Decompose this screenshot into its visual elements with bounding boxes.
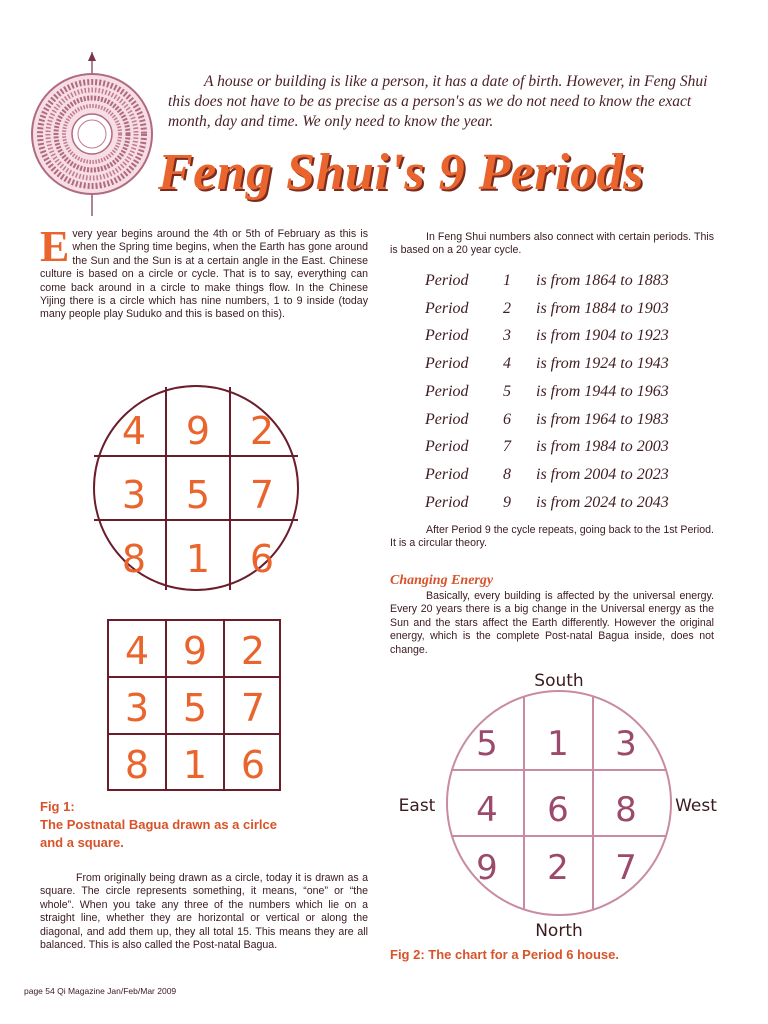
period-number: 4 — [503, 355, 511, 373]
period6-grid-digit: 9 — [476, 848, 498, 888]
period-label: Period — [425, 382, 469, 400]
period-range: is from 1984 to 2003 — [536, 438, 669, 456]
paragraph-after-periods: After Period 9 the cycle repeats, going back to the 1st Period. It is a circular theory. — [390, 524, 714, 550]
page-footer: page 54 Qi Magazine Jan/Feb/Mar 2009 — [24, 986, 177, 996]
period-range: is from 1924 to 1943 — [536, 355, 669, 373]
period-range: is from 1904 to 1923 — [536, 327, 669, 345]
period-label: Period — [425, 272, 469, 289]
period-range: is from 1964 to 1983 — [536, 410, 669, 428]
period-range: is from 2024 to 2043 — [536, 493, 669, 511]
square-grid-digit: 3 — [124, 686, 150, 730]
fig1-title: Fig 1: — [40, 799, 75, 814]
bagua-circle-chart — [88, 384, 316, 596]
circle-grid-digit: 3 — [121, 473, 147, 517]
period-label: Period — [425, 493, 469, 511]
period-number: 9 — [503, 493, 511, 511]
direction-north: North — [535, 921, 583, 941]
period-number: 7 — [503, 438, 511, 456]
square-grid-digit: 2 — [240, 629, 266, 673]
period6-grid-digit: 3 — [615, 724, 637, 764]
paragraph-bottom: From originally being drawn as a circle, today it is drawn as a square. The circle represents something, it means, “one” or “the whole”. When you take any three of the numbers which lie on a straight line, whether they are horizontal or vertical or along the diagonal, and add them up, they all total 15. This means they are all balanced. This is also called the Post-natal Bagua. — [40, 872, 368, 952]
intro-text: A house or building is like a person, it has a date of birth. However, in Feng Shui this does not have to be as precise as a person's as we do not need to know the exact month, day and time. We only need to know the year. — [168, 73, 708, 130]
period-label: Period — [425, 438, 469, 456]
square-grid-digit: 9 — [182, 629, 208, 673]
square-grid-digit: 1 — [182, 743, 208, 787]
period6-chart — [388, 666, 728, 948]
direction-west: West — [675, 796, 717, 816]
period6-grid-digit: 1 — [547, 724, 569, 764]
period-label: Period — [425, 410, 469, 428]
square-grid-digit: 6 — [240, 743, 266, 787]
periods-intro: In Feng Shui numbers also connect with certain periods. This is based on a 20 year cycle. — [390, 231, 714, 257]
period-number: 6 — [503, 410, 511, 428]
circle-grid-digit: 1 — [185, 537, 211, 581]
period-label: Period — [425, 299, 469, 317]
square-grid-digit: 7 — [240, 686, 266, 730]
period-label: Period — [425, 355, 469, 373]
circle-grid-digit: 8 — [121, 537, 147, 581]
changing-energy-heading: Changing Energy — [390, 573, 494, 588]
compass-illustration — [26, 50, 158, 220]
period-range: is from 1944 to 1963 — [536, 382, 669, 400]
period6-grid-digit: 4 — [476, 790, 498, 830]
period-number: 1 — [503, 272, 511, 289]
bagua-square-chart — [106, 618, 282, 792]
circle-grid-digit: 5 — [185, 473, 211, 517]
square-grid-digit: 8 — [124, 743, 150, 787]
period-number: 3 — [503, 327, 511, 345]
period-range: is from 1864 to 1883 — [536, 272, 669, 289]
circle-grid-digit: 7 — [249, 473, 275, 517]
circle-grid-digit: 6 — [249, 537, 275, 581]
period-number: 8 — [503, 465, 511, 483]
page-title: Feng Shui's 9 Periods — [158, 144, 644, 201]
period6-grid-digit: 7 — [615, 848, 637, 888]
paragraph-1-text: very year begins around the 4th or 5th of February as this is when the Spring time begins, when the Earth has gone around the Sun and the Sun is at a certain angle in the East. Chinese culture is based on a circle or cycle. That is to say, everything can come back around in a circle to make things flow. In the Chinese Yijing there is a circle which has nine numbers, 1 to 9 inside (today many people play Suduko and this is based on this). — [40, 228, 368, 321]
period6-grid-digit: 6 — [547, 790, 569, 830]
direction-east: East — [398, 796, 436, 816]
fig2-caption: Fig 2: The chart for a Period 6 house. — [390, 947, 619, 962]
period6-grid-digit: 5 — [476, 724, 498, 764]
period-range: is from 1884 to 1903 — [536, 299, 669, 317]
period-label: Period — [425, 465, 469, 483]
period-label: Period — [425, 327, 469, 345]
square-grid-digit: 4 — [124, 629, 150, 673]
changing-energy-text: Basically, every building is affected by the universal energy. Every 20 years there is a big change in the Universal energy as the Sun and the stars affect the Earth differently. However the original energy, which is the complete Post-natal Bagua inside, does not change. — [390, 590, 714, 656]
paragraph-1 — [40, 222, 368, 322]
dropcap: E — [40, 222, 70, 271]
circle-grid-digit: 4 — [121, 409, 147, 453]
square-grid-digit: 5 — [182, 686, 208, 730]
fig1-text: The Postnatal Bagua drawn as a cirlce and a square. — [40, 817, 277, 850]
circle-grid-digit: 9 — [185, 409, 211, 453]
fig1-caption — [40, 798, 280, 852]
period-number: 5 — [503, 382, 511, 400]
period6-grid-digit: 8 — [615, 790, 637, 830]
period-number: 2 — [503, 299, 511, 317]
direction-south: South — [534, 671, 584, 691]
circle-grid-digit: 2 — [249, 409, 275, 453]
period-range: is from 2004 to 2023 — [536, 465, 669, 483]
period6-grid-digit: 2 — [547, 848, 569, 888]
